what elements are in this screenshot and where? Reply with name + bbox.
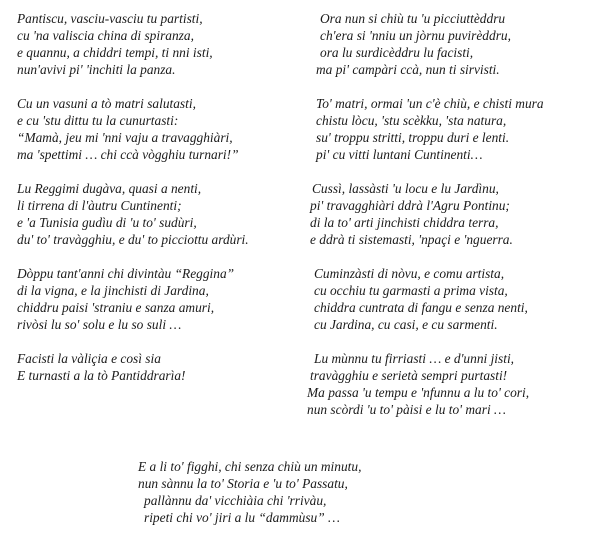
verse-line: ma 'spettimi … chi ccà vògghiu turnari!” (17, 147, 239, 162)
verse-line: Ora nun si chiù tu 'u picciuttèddru (320, 11, 506, 26)
verse-line: ripeti chi vo' jiri a lu “dammùsu” … (144, 510, 340, 525)
verse-line: chistu lòcu, 'stu scèkku, 'sta natura, (316, 113, 507, 128)
verse-line: pallànnu da' vicchiàia chi 'rrivàu, (144, 493, 327, 508)
verse-line: e 'a Tunisia gudìu di 'u to' sudùri, (17, 215, 197, 230)
verse-line: E turnasti a la tò Pantiddrarìa! (17, 368, 186, 383)
verse-line: Cussì, lassàsti 'u locu e lu Jardìnu, (312, 181, 499, 196)
verse-line: nun sànnu la to' Storia e 'u to' Passatu, (138, 476, 348, 491)
right-stanza-3 (310, 180, 513, 248)
verse-line: cu Jardina, cu casi, e cu sarmenti. (314, 317, 498, 332)
verse-line: E a li to' figghi, chi senza chiù un minutu, (138, 459, 362, 474)
verse-line: li tirrena di l'àutru Cuntinenti; (17, 198, 182, 213)
verse-line: “Mamà, jeu mi 'nni vaju a travagghiàri, (17, 130, 233, 145)
verse-line: Cuminzàsti di nòvu, e comu artista, (314, 266, 505, 281)
verse-line: Pantiscu, vasciu-vasciu tu partisti, (17, 11, 203, 26)
left-stanza-1 (17, 10, 213, 78)
verse-line: Cu un vasuni a tò matri salutasti, (17, 96, 196, 111)
left-stanza-4 (17, 265, 234, 333)
right-stanza-1 (316, 10, 511, 78)
verse-line: chiddra cuntrata di fangu e senza nenti, (314, 300, 528, 315)
verse-line: di la vigna, e la jinchisti di Jardina, (17, 283, 209, 298)
verse-line: pi' travagghiàri ddrà l'Agru Pontinu; (310, 198, 510, 213)
verse-line: Facisti la vàliçia e così sia (17, 351, 161, 366)
left-stanza-3 (17, 180, 249, 248)
verse-line: rivòsi lu so' solu e lu so suli … (17, 317, 182, 332)
verse-line: e cu 'stu dittu tu la cunurtasti: (17, 113, 179, 128)
verse-line: travàgghiu e serietà sempri purtasti! (310, 368, 508, 383)
verse-line: To' matri, ormai 'un c'è chiù, e chisti mura (316, 96, 544, 111)
verse-line: Lu mùnnu tu firriasti … e d'unni jisti, (314, 351, 515, 366)
verse-line: chiddru paisi 'straniu e sanza amuri, (17, 300, 215, 315)
verse-line: cu occhiu tu garmasti a prima vista, (314, 283, 508, 298)
verse-line: nun'avivi pi' 'inchiti la panza. (17, 62, 176, 77)
verse-line: ch'era si 'nniu un jòrnu puvirèddru, (320, 28, 511, 43)
verse-line: cu 'na valiscia china di spiranza, (17, 28, 194, 43)
verse-line: ma pi' campàri ccà, nun ti sirvisti. (316, 62, 500, 77)
verse-line: di la to' arti jinchisti chiddra terra, (310, 215, 499, 230)
verse-line: du' to' travàgghiu, e du' to picciottu ardùri. (17, 232, 249, 247)
right-stanza-2 (316, 95, 544, 163)
verse-line: e quannu, a chiddri tempi, ti nni isti, (17, 45, 213, 60)
verse-line: nun scòrdi 'u to' pàisi e lu to' mari … (307, 402, 506, 417)
left-stanza-2 (17, 95, 239, 163)
verse-line: Ma passa 'u tempu e 'nfunnu a lu to' cori, (307, 385, 530, 400)
left-stanza-5 (17, 350, 186, 384)
verse-line: pi' cu vitti luntani Cuntinenti… (316, 147, 483, 162)
verse-line: e ddrà ti sistemasti, 'npaçi e 'nguerra. (310, 232, 513, 247)
right-stanza-5 (307, 350, 530, 418)
right-stanza-4 (314, 265, 528, 333)
final-stanza (138, 458, 361, 526)
verse-line: Dòppu tant'anni chi divintàu “Reggina” (17, 266, 235, 281)
verse-line: su' troppu stritti, troppu duri e lenti. (316, 130, 510, 145)
verse-line: ora lu surdicèddru lu facisti, (320, 45, 474, 60)
verse-line: Lu Reggimi dugàva, quasi a nenti, (17, 181, 202, 196)
